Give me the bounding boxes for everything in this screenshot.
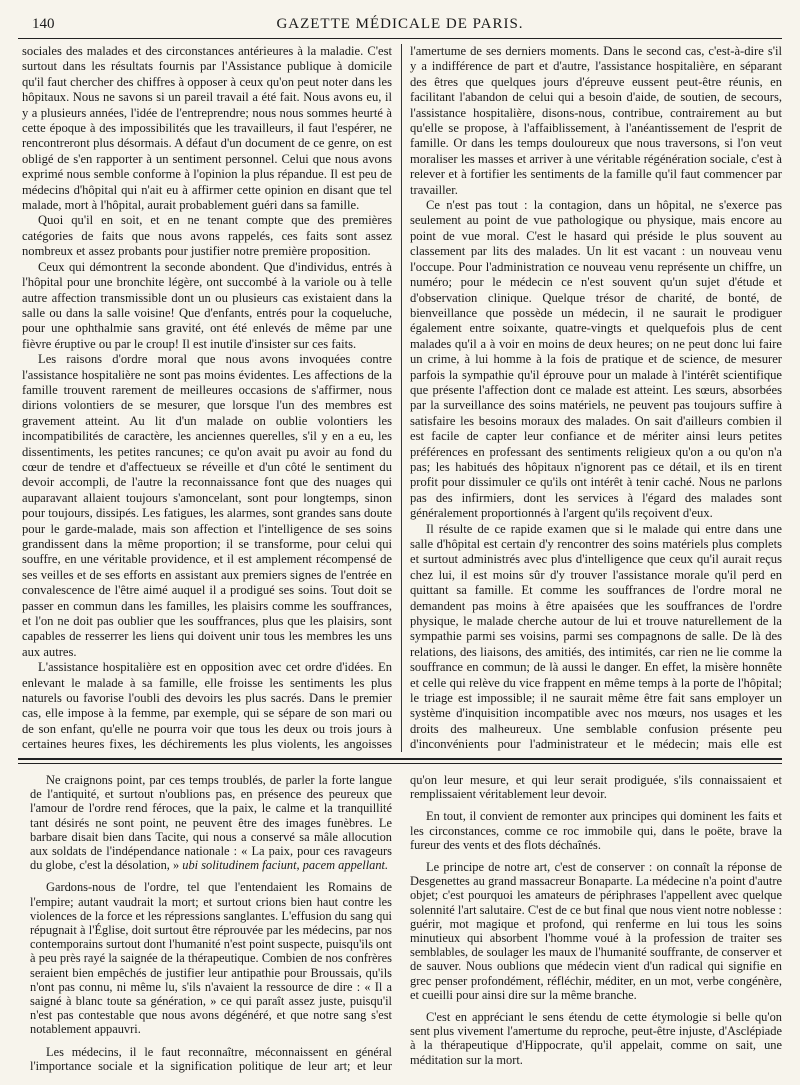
section-divider-bottom: [18, 763, 782, 764]
latin-quote: ubi solitudinem faciunt, pacem appellant.: [182, 858, 389, 873]
page-header: [18, 14, 782, 39]
paragraph: Le principe de notre art, c'est de conserver : on connaît la réponse de Desgenettes au grand massacreur Bonaparte. La médecine n'a point d'autre objet; c'est pourquoi les amateurs de périphrases l'appellent avec quelque solennité l'art salutaire. C'est de ce but final que nous vient notre noblesse : guérir, mot magique et profond, qui renferme en lui tous les soins minutieux qui absorbent l'homme voué à la profession de traiter ses semblables, de soulager les maux de l'humanité souffrante, de conserver et de sauver. Nous oublions que médecin vient d'un radical qui signifie en grec penser profondément, réfléchir, méditer, en un mot, verbe congénère, et cueilli pour ainsi dire sur la même branche.: [410, 860, 782, 1002]
article-column-right: [410, 44, 782, 752]
paragraph: Il résulte de ce rapide examen que si le malade qui entre dans une salle d'hôpital est certain d'y rencontrer des soins matériels plus complets et surtout administrés avec plus d'intelligence que ceux qu'il aurait reçus chez lui, il est moins sûr d'y trouver l'assistance morale qu'il perd en quittant sa famille. Et comme les souffrances de l'ordre moral ne demandent pas moins à être apaisées que les souffrances de l'ordre physique, le malade cherche autour de lui et trouve naturellement de la sympathie parmi ses voisins, parmi ses compagnons de salle. De là des relations, des liaisons, des amitiés, des intimités, car rien ne lie comme la souffrance en commun; de là aussi le danger. En effet, la misère honnête et celle qui relève du vice frappent en même temps à la porte de l'hôpital; le triage est impossible; il ne saurait même être fait sans employer un système d'inquisition incompatible avec nos mœurs, nos usages et les droits des malheureux. Une semblable confusion présente peu d'inconvénients pour l'administrateur et le médecin; mais elle est: [410, 521, 782, 752]
paragraph: En tout, il convient de remonter aux principes qui dominent les faits et les circonstances, comme ce roc immobile qui, dans le poëte, brave la fureur des vents et des flots déchaînés.: [410, 809, 782, 852]
article-column-left: [22, 44, 392, 752]
paragraph: qu'on leur mesure, et qui leur serait prodiguée, s'ils connaissaient et remplissaient véritablement leur devoir.: [410, 773, 782, 802]
feuilleton-column-left: [30, 773, 392, 1073]
column-divider: [401, 44, 402, 752]
section-divider-top: [18, 758, 782, 760]
feuilleton-column-right: [410, 773, 782, 1073]
paragraph: Ceux qui démontrent la seconde abondent. Que d'individus, entrés à l'hôpital pour une bronchite légère, ont succombé à la variole ou à telle autre affection transmissible dont un ou plusieurs cas existaient dans la salle ou dans la salle voisine! Que d'enfants, entrés pour la coqueluche, pour une ophthalmie sans gravité, ont été enlevés de même par une fièvre éruptive ou par le croup! Il est inutile d'insister sur ces faits.: [22, 259, 392, 351]
paragraph: [30, 773, 392, 872]
paragraph: Les raisons d'ordre moral que nous avons invoquées contre l'assistance hospitalière ne sont pas moins évidentes. Les affections de la famille trouvent rarement de meilleures occasions de s'affirmer, nous dirions volontiers de se mesurer, que lorsque l'un des membres est gravement atteint. Au lit d'un malade on oublie volontiers les incompatibilités de caractère, les anciennes querelles, s'il y en a eu, les dissentiments, les petites rancunes; ce qu'on avait pu avoir au fond du cœur de tendre et d'affectueux se réveille et d'un côté le sentiment du devoir accompli, de l'autre la reconnaissance font que des nuages qui auparavant allaient toujours s'amoncelant, sont pour longtemps, sinon pour toujours, dissipés. Les fatigues, les alarmes, sont grandes sans doute pour le garde-malade, mais son affection et l'intelligence de ses soins grandissent dans la même proportion; il se transforme, pour celui qui souffre, en une véritable providence, et il est amplement récompensé de ses veilles et de ses efforts en assistant aux premiers signes de l'entrée en convalescence de l'être aimé auquel il a prodigué ses soins. Tout doit se passer en commun dans les familles, les plaisirs comme les souffrances, et l'on ne doit pas oublier que les souffrances, plus que les plaisirs, sont capables de resserrer les liens qui doivent unir tous les membres les uns aux autres.: [22, 352, 392, 659]
paragraph: Les médecins, il le faut reconnaître, méconnaissent en général l'importance sociale et la signification politique de leur art; et leur: [30, 1044, 392, 1073]
journal-title: GAZETTE MÉDICALE DE PARIS.: [276, 16, 524, 32]
paragraph: l'amertume de ses derniers moments. Dans le second cas, c'est-à-dire s'il y a indifférence de part et d'autre, l'assistance hospitalière, en séparant des êtres que quelques jours d'épreuve eussent peut-être réunis, en facilitant l'abandon de celui qui a besoin d'aide, de soutien, de secours, l'assistance hospitalière, disons-nous, contribue, contrairement au but qu'elle se propose, à l'affaiblissement, à l'anéantissement de l'esprit de famille. Or dans les temps douloureux que nous traversons, si l'on veut moraliser les masses et arriver à une véritable régénération sociale, c'est à relever et à fortifier les sentiments de la famille qu'il faut commencer par travailler.: [410, 44, 782, 197]
paragraph: L'assistance hospitalière est en opposition avec cet ordre d'idées. En enlevant le malade à sa famille, elle froisse les sentiments les plus naturels ou favorise l'oubli des devoirs les plus sacrés. Dans le premier cas, elle impose à la femme, par exemple, qui se sépare de son mari ou de son enfant, qu'elle ne pourra voir que tous les deux ou trois jours à certaines heures fixes, les déchirements les plus violents, les angoisses: [22, 660, 392, 752]
paragraph: C'est en appréciant le sens étendu de cette étymologie si belle qu'on sent plus vivement l'amertume du reproche, peut-être injuste, d'Asclépiade à la thérapeutique d'Hippocrate, qu'il appelait, comme on sait, une méditation sur la mort.: [410, 1010, 782, 1067]
paragraph: Gardons-nous de l'ordre, tel que l'entendaient les Romains de l'empire; autant vaudrait la mort; et surtout crions bien haut contre les violences de la force et les répressions sanglantes. L'effusion du sang qui répugnait à l'Église, doit surtout être réprouvée par les médecins, par nos contemporains surtout dont l'humanité n'est point suspecte, puisqu'ils ont à peu près rayé la saignée de la thérapeutique. Combien de nos confrères seraient bien empêchés de justifier leur antipathie pour Broussais, qu'ils n'ont pas connu, ni même lu, s'ils n'avaient la ressource de dire : « Il a saigné à blanc toute sa génération, » ce qui paraît assez juste, puisqu'il n'est pas contestable que nous avons dégénéré, et que notre sang s'est notablement appauvri.: [30, 880, 392, 1037]
paragraph: Ce n'est pas tout : la contagion, dans un hôpital, ne s'exerce pas seulement au point de vue pathologique ou physique, mais encore au point de vue moral. C'est le hasard qui préside le plus souvent au classement par lits des malades. Un lit est vacant : un nouveau venu l'occupe. Pour l'administration ce nouveau venu représente un chiffre, un numéro; pour le médecin ce n'est souvent qu'un sujet d'étude et d'observation clinique. Quelque trésor de charité, de bonté, de bienveillance que possède un médecin, il ne saurait le prodiguer également entre soixante, quatre-vingts et quelquefois plus de cent malades qu'il a à voir en moins de deux heures; on ne peut donc lui faire un crime, à lui homme à la fois de pratique et de science, de mesurer parfois la sympathie qu'il éprouve pour un malade à l'intérêt scientifique que présente l'affection dont ce malade est atteint. Les sœurs, absorbées par la surveillance des soins matériels, ne peuvent pas toujours suffire à satisfaire les besoins moraux des malades. On sait d'ailleurs combien il est facile de capter leur confiance et de mériter ainsi leurs petites préférences en professant des sentiments religieux qu'on a ou qu'on n'a pas; les habitués des hôpitaux n'ignorent pas ce détail, et ils en tirent profit pour dissimuler ce qu'ils ont intérêt à tenir caché. Nous ne parlons pas des infirmiers, dont les services à l'égard des malades sont généralement proportionnés à l'argent qu'ils reçoivent d'eux.: [410, 198, 782, 521]
paragraph-text: Ne craignons point, par ces temps troublés, de parler la forte langue de l'antiquité, et surtout n'oublions pas, en présence des peureux que l'amour de l'ordre rend féroces, que la paix, le calme et la tranquillité tant désirés ne sont point, ne peuvent être des images funèbres. Le barbare disait bien dans Tacite, qui nous a conservé sa mâle allocution aux soldats de l'indépendance nationale : « La paix, pour ces ravageurs du globe, c'est la désolation, »: [30, 773, 392, 873]
paragraph: Quoi qu'il en soit, et en ne tenant compte que des premières catégories de faits que nous avons rappelés, ces faits sont assez nombreux et assez probants pour justifier notre première proposition.: [22, 213, 392, 259]
paragraph: sociales des malades et des circonstances antérieures à la maladie. C'est surtout dans les résultats fournis par l'Assistance publique à domicile qu'il faut chercher des chiffres à opposer à ceux qu'on peut noter dans les hôpitaux. Nous ne savons si un pareil travail a été fait. Nous avons eu, il y a plusieurs années, l'idée de l'entreprendre; nous nous sommes heurté à cette époque à des impossibilités que les travailleurs, il faut l'espérer, ne rencontreront plus désormais. A défaut d'un document de ce genre, on est obligé de s'en rapporter à un sentiment personnel. Celui que nous avons exprimé nous semble conforme à l'opinion la plus répandue. Il est peu de médecins d'hôpital qui n'ait eu à affirmer cette opinion en disant que tel malade, mort à l'hôpital, aurait probablement guéri dans sa famille.: [22, 44, 392, 213]
page-number: 140: [32, 16, 55, 32]
